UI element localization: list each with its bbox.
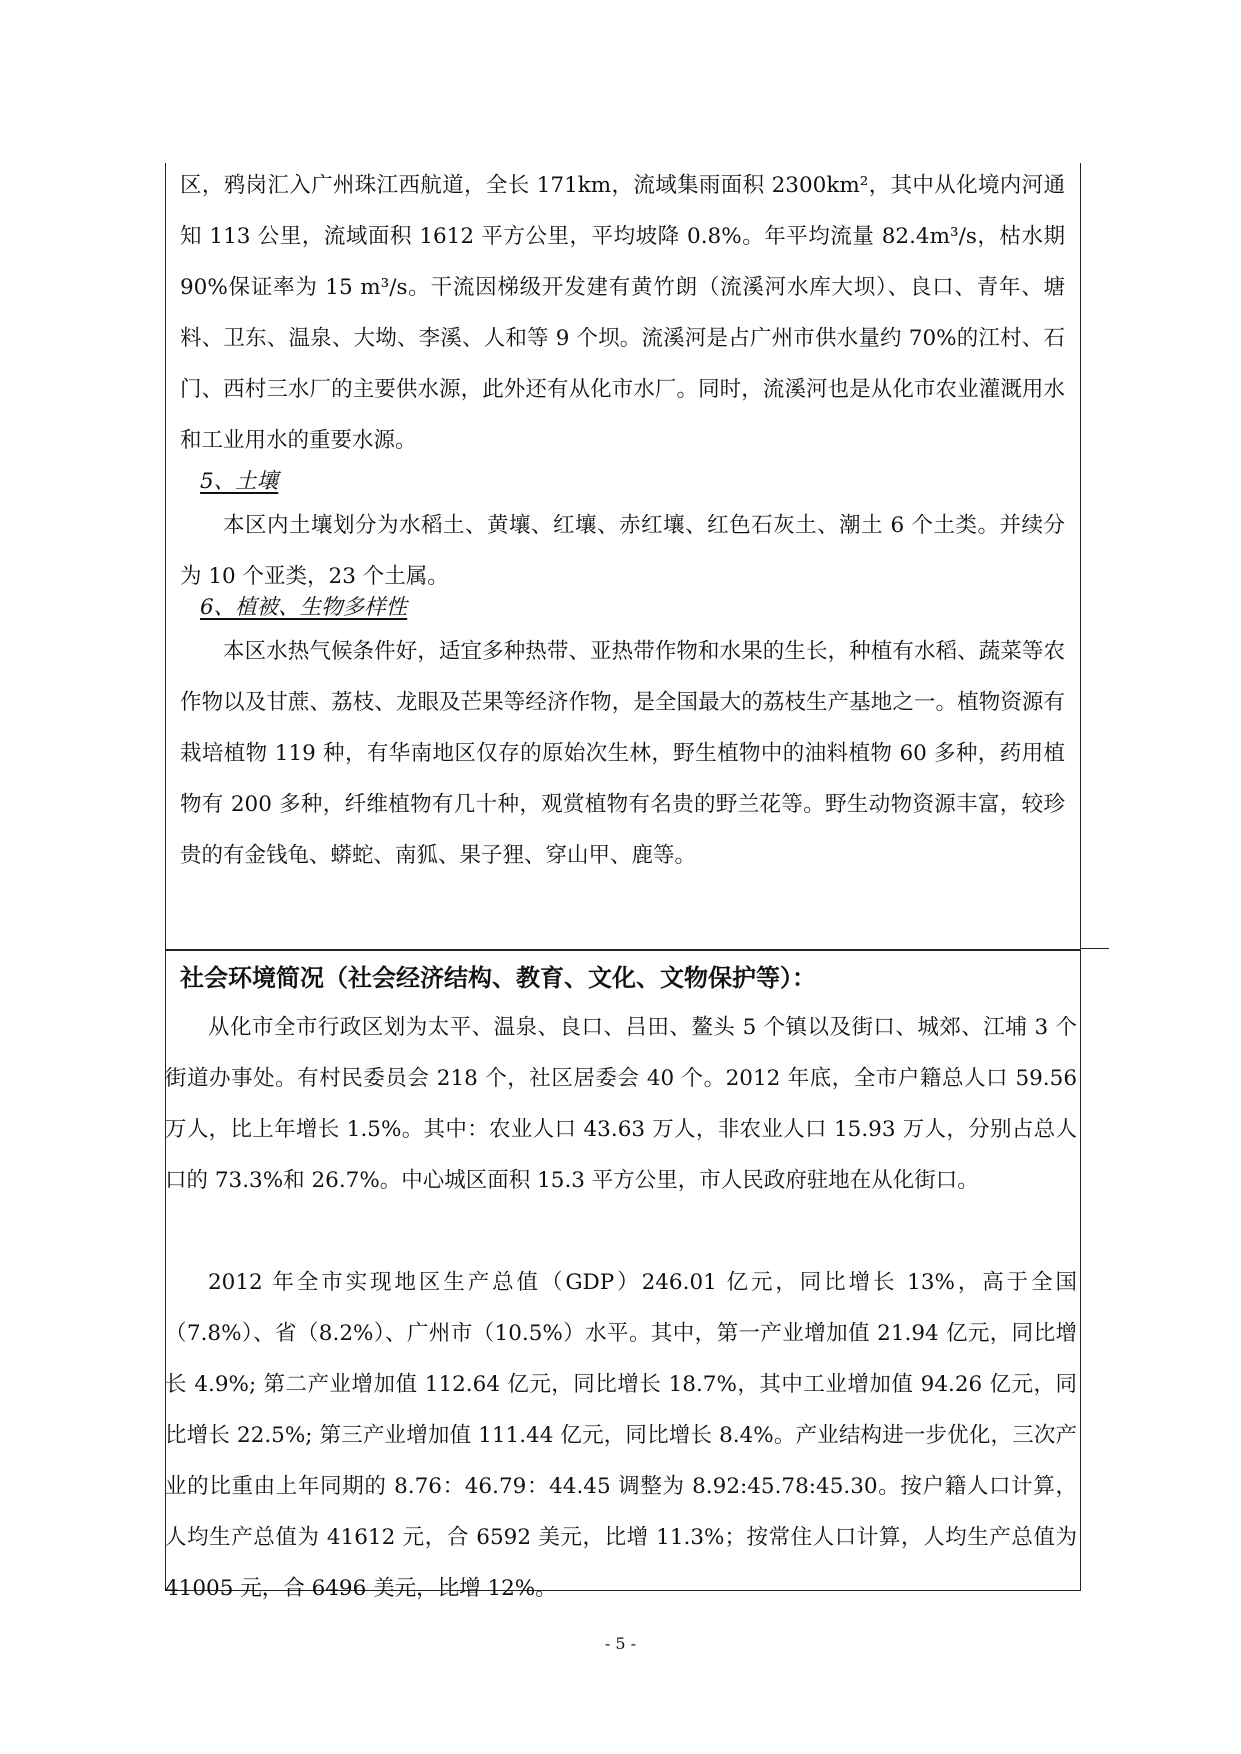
table-rule <box>1081 948 1109 949</box>
administrative-paragraph: 从化市全市行政区划为太平、温泉、良口、吕田、鳌头 5 个镇以及街口、城郊、江埔 3 个街道办事处。有村民委员会 218 个，社区居委会 40 个。2012 年底，全市户籍总人口 59.56 万人，比上年增长 1.5%。其中：农业人口 43.63 万人，非农业人口 15.93 万人，分别占总人口的 73.3%和 26.7%。中心城区面积 15.3 平方公里，市人民政府驻地在从化街口。 <box>165 1015 1077 1193</box>
hydrology-paragraph: 区，鸦岗汇入广州珠江西航道，全长 171km，流域集雨面积 2300km²，其中从化境内河通知 113 公里，流域面积 1612 平方公里，平均坡降 0.8%。年平均流量 82.4m³/s，枯水期 90%保证率为 15 m³/s。干流因梯级开发建有黄竹朗（流溪河水库大坝）、良口、青年、塘料、卫东、温泉、大坳、李溪、人和等 9 个坝。流溪河是占广州市供水量约 70%的江村、石门、西村三水厂的主要供水源，此外还有从化市水厂。同时，流溪河也是从化市农业灌溉用水和工业用水的重要水源。 <box>180 173 1065 453</box>
social-environment-heading: 社会环境简况（社会经济结构、教育、文化、文物保护等）： <box>180 964 816 992</box>
soil-heading: 5、土壤 <box>200 469 279 494</box>
page-number: - 5 - <box>604 1634 637 1653</box>
vegetation-paragraph: 本区水热气候条件好，适宜多种热带、亚热带作物和水果的生长，种植有水稻、蔬菜等农作物以及甘蔗、荔枝、龙眼及芒果等经济作物，是全国最大的荔枝生产基地之一。植物资源有栽培植物 119 种，有华南地区仅存的原始次生林，野生植物中的油料植物 60 多种，药用植物有 200 多种，纤维植物有几十种，观赏植物有名贵的野兰花等。野生动物资源丰富，较珍贵的有金钱龟、蟒蛇、南狐、果子狸、穿山甲、鹿等。 <box>180 639 1065 868</box>
vegetation-heading: 6、植被、生物多样性 <box>200 595 408 620</box>
gdp-paragraph: 2012 年全市实现地区生产总值（GDP）246.01 亿元，同比增长 13%，高于全国（7.8%）、省（8.2%）、广州市（10.5%）水平。其中，第一产业增加值 21.94 亿元，同比增长 4.9%; 第二产业增加值 112.64 亿元，同比增长 18.7%，其中工业增加值 94.26 亿元，同比增长 22.5%; 第三产业增加值 111.44 亿元，同比增长 8.4%。产业结构进一步优化，三次产业的比重由上年同期的 8.76：46.79：44.45 调整为 8.92:45.78:45.30。按户籍人口计算，人均生产总值为 41612 元，合 6592 美元，比增 11.3%；按常住人口计算，人均生产总值为 41005 元，合 6496 美元，比增 12%。 <box>165 1270 1077 1601</box>
soil-paragraph: 本区内土壤划分为水稻土、黄壤、红壤、赤红壤、红色石灰土、潮土 6 个土类。并续分为 10 个亚类，23 个土属。 <box>180 513 1065 589</box>
